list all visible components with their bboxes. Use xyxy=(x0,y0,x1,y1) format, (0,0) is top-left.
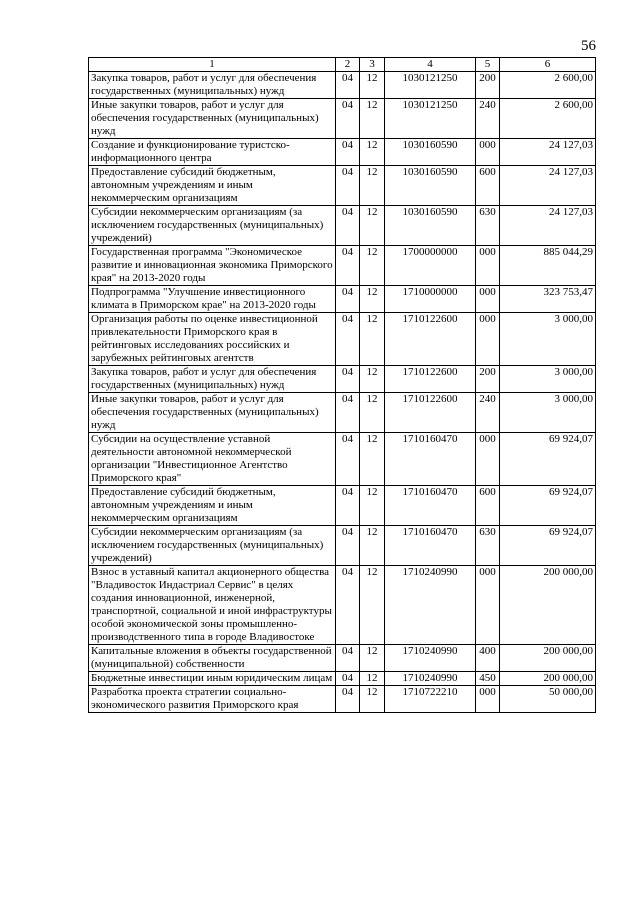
table-row xyxy=(89,486,596,526)
row-ved-cell: 04 xyxy=(336,72,360,99)
row-ved-cell: 04 xyxy=(336,672,360,686)
row-csr-cell: 1710160470 xyxy=(385,526,476,566)
row-csr-cell: 1700000000 xyxy=(385,246,476,286)
row-csr-cell: 1030121250 xyxy=(385,72,476,99)
row-vr-cell: 400 xyxy=(476,645,500,672)
row-vr-cell: 600 xyxy=(476,486,500,526)
row-csr-cell: 1710160470 xyxy=(385,486,476,526)
row-sum-cell: 50 000,00 xyxy=(500,686,596,713)
row-sum-cell: 200 000,00 xyxy=(500,672,596,686)
table-row xyxy=(89,566,596,645)
row-vr-cell: 000 xyxy=(476,313,500,366)
row-name-cell: Бюджетные инвестиции иным юридическим лицам xyxy=(89,672,336,686)
row-rz-cell: 12 xyxy=(360,486,385,526)
row-name-cell: Капитальные вложения в объекты государственной (муниципальной) собственности xyxy=(89,645,336,672)
row-ved-cell: 04 xyxy=(336,645,360,672)
row-rz-cell: 12 xyxy=(360,393,385,433)
row-ved-cell: 04 xyxy=(336,526,360,566)
row-rz-cell: 12 xyxy=(360,72,385,99)
row-rz-cell: 12 xyxy=(360,166,385,206)
row-name-cell: Создание и функционирование туристско-информационного центра xyxy=(89,139,336,166)
row-sum-cell: 3 000,00 xyxy=(500,313,596,366)
row-ved-cell: 04 xyxy=(336,433,360,486)
row-name-cell: Иные закупки товаров, работ и услуг для обеспечения государственных (муниципальных) нужд xyxy=(89,99,336,139)
row-csr-cell: 1030160590 xyxy=(385,206,476,246)
row-rz-cell: 12 xyxy=(360,433,385,486)
table-row xyxy=(89,286,596,313)
row-rz-cell: 12 xyxy=(360,246,385,286)
row-rz-cell: 12 xyxy=(360,139,385,166)
row-sum-cell: 885 044,29 xyxy=(500,246,596,286)
row-rz-cell: 12 xyxy=(360,526,385,566)
row-sum-cell: 200 000,00 xyxy=(500,566,596,645)
row-vr-cell: 630 xyxy=(476,526,500,566)
row-csr-cell: 1710240990 xyxy=(385,672,476,686)
row-name-cell: Субсидии на осуществление уставной деятельности автономной некоммерческой организации "Инвестиционное Агентство Приморского края" xyxy=(89,433,336,486)
row-vr-cell: 200 xyxy=(476,72,500,99)
header-col-2: 2 xyxy=(336,58,360,72)
row-name-cell: Субсидии некоммерческим организациям (за исключением государственных (муниципальных) учреждений) xyxy=(89,526,336,566)
row-ved-cell: 04 xyxy=(336,566,360,645)
table-row xyxy=(89,246,596,286)
table-body xyxy=(89,72,596,713)
row-name-cell: Организация работы по оценке инвестиционной привлекательности Приморского края в рейтинговых исследованиях российских и зарубежных рейтинговых агентств xyxy=(89,313,336,366)
table-row xyxy=(89,99,596,139)
row-sum-cell: 24 127,03 xyxy=(500,166,596,206)
table-row xyxy=(89,433,596,486)
header-col-1: 1 xyxy=(89,58,336,72)
row-rz-cell: 12 xyxy=(360,672,385,686)
row-name-cell: Государственная программа "Экономическое развитие и инновационная экономика Приморского края" на 2013-2020 годы xyxy=(89,246,336,286)
table-row xyxy=(89,366,596,393)
row-csr-cell: 1710122600 xyxy=(385,393,476,433)
table-row xyxy=(89,139,596,166)
row-ved-cell: 04 xyxy=(336,246,360,286)
row-csr-cell: 1030160590 xyxy=(385,139,476,166)
row-ved-cell: 04 xyxy=(336,166,360,206)
row-ved-cell: 04 xyxy=(336,206,360,246)
table-row xyxy=(89,686,596,713)
row-ved-cell: 04 xyxy=(336,313,360,366)
row-sum-cell: 69 924,07 xyxy=(500,526,596,566)
row-ved-cell: 04 xyxy=(336,686,360,713)
row-rz-cell: 12 xyxy=(360,99,385,139)
row-vr-cell: 630 xyxy=(476,206,500,246)
row-rz-cell: 12 xyxy=(360,566,385,645)
row-sum-cell: 2 600,00 xyxy=(500,99,596,139)
row-csr-cell: 1030160590 xyxy=(385,166,476,206)
row-sum-cell: 2 600,00 xyxy=(500,72,596,99)
table-row xyxy=(89,313,596,366)
row-csr-cell: 1710240990 xyxy=(385,645,476,672)
row-vr-cell: 000 xyxy=(476,686,500,713)
row-name-cell: Подпрограмма "Улучшение инвестиционного климата в Приморском крае" на 2013-2020 годы xyxy=(89,286,336,313)
row-rz-cell: 12 xyxy=(360,313,385,366)
header-col-4: 4 xyxy=(385,58,476,72)
row-csr-cell: 1710160470 xyxy=(385,433,476,486)
row-ved-cell: 04 xyxy=(336,139,360,166)
row-sum-cell: 69 924,07 xyxy=(500,433,596,486)
row-vr-cell: 000 xyxy=(476,139,500,166)
row-vr-cell: 450 xyxy=(476,672,500,686)
row-csr-cell: 1710722210 xyxy=(385,686,476,713)
row-vr-cell: 240 xyxy=(476,99,500,139)
row-rz-cell: 12 xyxy=(360,366,385,393)
budget-table xyxy=(88,57,596,713)
row-name-cell: Закупка товаров, работ и услуг для обеспечения государственных (муниципальных) нужд xyxy=(89,366,336,393)
row-name-cell: Иные закупки товаров, работ и услуг для обеспечения государственных (муниципальных) нужд xyxy=(89,393,336,433)
row-sum-cell: 69 924,07 xyxy=(500,486,596,526)
row-csr-cell: 1030121250 xyxy=(385,99,476,139)
table-row xyxy=(89,526,596,566)
row-vr-cell: 200 xyxy=(476,366,500,393)
row-rz-cell: 12 xyxy=(360,645,385,672)
row-rz-cell: 12 xyxy=(360,286,385,313)
row-vr-cell: 000 xyxy=(476,286,500,313)
row-csr-cell: 1710240990 xyxy=(385,566,476,645)
row-name-cell: Разработка проекта стратегии социально-экономического развития Приморского края xyxy=(89,686,336,713)
header-col-5: 5 xyxy=(476,58,500,72)
table-row xyxy=(89,166,596,206)
table-row xyxy=(89,72,596,99)
row-vr-cell: 600 xyxy=(476,166,500,206)
row-sum-cell: 3 000,00 xyxy=(500,366,596,393)
row-ved-cell: 04 xyxy=(336,286,360,313)
row-ved-cell: 04 xyxy=(336,393,360,433)
row-name-cell: Субсидии некоммерческим организациям (за исключением государственных (муниципальных) учреждений) xyxy=(89,206,336,246)
row-ved-cell: 04 xyxy=(336,99,360,139)
table-row xyxy=(89,206,596,246)
row-sum-cell: 24 127,03 xyxy=(500,139,596,166)
row-sum-cell: 200 000,00 xyxy=(500,645,596,672)
table-row xyxy=(89,672,596,686)
row-vr-cell: 000 xyxy=(476,566,500,645)
row-sum-cell: 24 127,03 xyxy=(500,206,596,246)
table-row xyxy=(89,645,596,672)
row-name-cell: Предоставление субсидий бюджетным, автономным учреждениям и иным некоммерческим организациям xyxy=(89,486,336,526)
row-sum-cell: 323 753,47 xyxy=(500,286,596,313)
page-number: 56 xyxy=(581,38,596,54)
row-rz-cell: 12 xyxy=(360,206,385,246)
row-ved-cell: 04 xyxy=(336,366,360,393)
header-col-6: 6 xyxy=(500,58,596,72)
header-row xyxy=(89,58,596,72)
row-csr-cell: 1710000000 xyxy=(385,286,476,313)
row-vr-cell: 000 xyxy=(476,433,500,486)
header-col-3: 3 xyxy=(360,58,385,72)
row-vr-cell: 000 xyxy=(476,246,500,286)
row-sum-cell: 3 000,00 xyxy=(500,393,596,433)
row-csr-cell: 1710122600 xyxy=(385,313,476,366)
row-name-cell: Взнос в уставный капитал акционерного общества "Владивосток Индастриал Сервис" в целях создания инновационной, инженерной, транспортной, социальной и иной инфраструктуры особой экономической зоны промышленно-производственного типа в городе Владивостоке xyxy=(89,566,336,645)
row-vr-cell: 240 xyxy=(476,393,500,433)
row-ved-cell: 04 xyxy=(336,486,360,526)
table-row xyxy=(89,393,596,433)
row-name-cell: Закупка товаров, работ и услуг для обеспечения государственных (муниципальных) нужд xyxy=(89,72,336,99)
row-rz-cell: 12 xyxy=(360,686,385,713)
row-name-cell: Предоставление субсидий бюджетным, автономным учреждениям и иным некоммерческим организациям xyxy=(89,166,336,206)
row-csr-cell: 1710122600 xyxy=(385,366,476,393)
